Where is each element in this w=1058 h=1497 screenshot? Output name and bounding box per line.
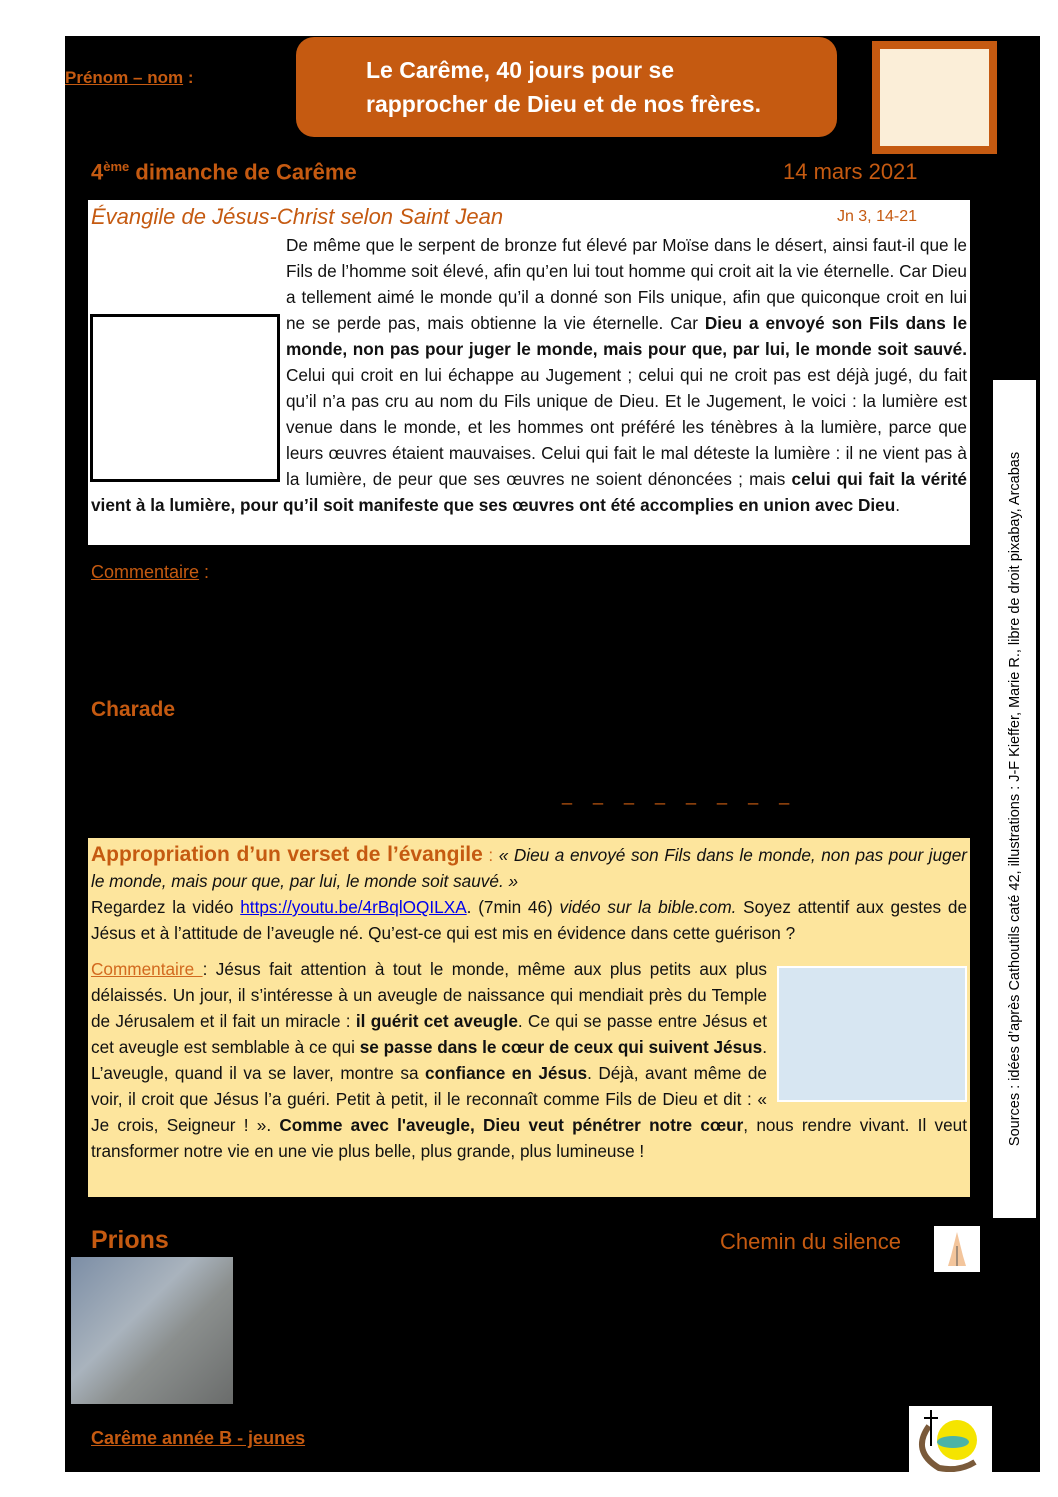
chemin-du-silence-heading: Chemin du silence (720, 1229, 901, 1254)
cate-logo (909, 1406, 992, 1472)
charade-blanks: _ _ _ _ _ _ _ _ (562, 785, 798, 805)
reaching-hands-photo (71, 1257, 233, 1404)
gospel-title: Évangile de Jésus-Christ selon Saint Jean (91, 204, 504, 229)
name-field-label: Prénom – nom : (65, 68, 194, 87)
appropriation-box (88, 838, 970, 1197)
charade-heading: Charade (91, 698, 176, 721)
sources-sidebar: Sources : idées d’après Cathoutils caté 42, illustrations : J-F Kieffer, Marie R., libre de droit pixabay, Arcabas (993, 380, 1036, 1218)
sunday-heading: 4ème dimanche de Carême (91, 159, 357, 185)
appropriation-commentary: Commentaire : Jésus fait attention à tout le monde, même aux plus petits aux plus délaissés. Un jour, il s’intéresse à un aveugle de naissance qui mendiait près du Temple de Jérusalem et il fait un miracle : il guérit cet aveugle. Ce qui se passe entre Jésus et cet aveugle est semblable à ce qui se passe dans le cœur de ceux qui suivent Jésus. L’aveugle, quand il va se laver, montre sa confiance en Jésus. Déjà, avant même de voir, il croit que Jésus l’a guéri. Petit à petit, il le reconnaît comme Fils de Dieu et dit : « Je crois, Seigneur ! ». Comme avec l'aveugle, Dieu veut pénétrer notre cœur, nous rendre vivant. Il veut transformer notre vie en une vie plus belle, plus grande, plus lumineuse ! (91, 959, 967, 1161)
gospel-reference: Jn 3, 14-21 (836, 208, 917, 225)
gospel-text: De même que le serpent de bronze fut élevé par Moïse dans le désert, ainsi faut-il que le Fils de l’homme soit élevé, afin qu’en lui tout homme qui croit ait la vie éternelle. Car Dieu a tellement aimé le monde qu’il a donné son Fils unique, afin que quiconque croit en lui ne se perde pas, mais obtienne la vie éternelle. Car Dieu a envoyé son Fils dans le monde, non pas pour juger le monde, mais pour que, par lui, le monde soit sauvé. Celui qui croit en lui échappe au Jugement ; celui qui ne croit pas est déjà jugé, du fait qu’il n’a pas cru au nom du Fils unique de Dieu. Et le Jugement, le voici : la lumière est venue dans le monde, et les hommes ont préféré les ténèbres à la lumière, parce que leurs œuvres étaient mauvaises. Celui qui fait le mal déteste la lumière : il ne vient pas à la lumière, de peur que ses œuvres ne soient dénoncées ; mais celui qui fait la vérité vient à la lumière, pour qu’il soit manifeste que ses œuvres ont été accomplies en union avec Dieu. (91, 235, 967, 515)
window-illustration (90, 314, 280, 482)
gospel-box (88, 200, 970, 545)
footer-label: Carême année B - jeunes (91, 1428, 306, 1448)
video-link[interactable]: https://youtu.be/4rBqlOQILXA (240, 897, 467, 917)
title-banner (296, 37, 837, 137)
title-line-1: Le Carême, 40 jours pour se (366, 57, 675, 83)
jesus-healing-blind-illustration (777, 966, 967, 1102)
appropriation-title: Appropriation d’un verset de l’évangile (91, 843, 483, 866)
prions-heading: Prions (91, 1226, 169, 1254)
commentaire-label: Commentaire : (91, 562, 210, 582)
appropriation-intro: Appropriation d’un verset de l’évangile : « Dieu a envoyé son Fils dans le monde, non pas pour juger le monde, mais pour que, par lui, le monde soit sauvé. » Regardez la vidéo https://youtu.be/4rBqlOQILXA. (7min 46) vidéo sur la bible.com. Soyez attentif aux gestes de Jésus et à l’attitude de l’aveugle né. Qu’est-ce qui est mis en évidence dans cette guérison ? (91, 843, 967, 943)
title-line-2: rapprocher de Dieu et de nos frères. (366, 91, 761, 117)
date: 14 mars 2021 (783, 159, 918, 184)
foot-washing-illustration (872, 41, 997, 154)
praying-hands-icon (934, 1226, 980, 1272)
